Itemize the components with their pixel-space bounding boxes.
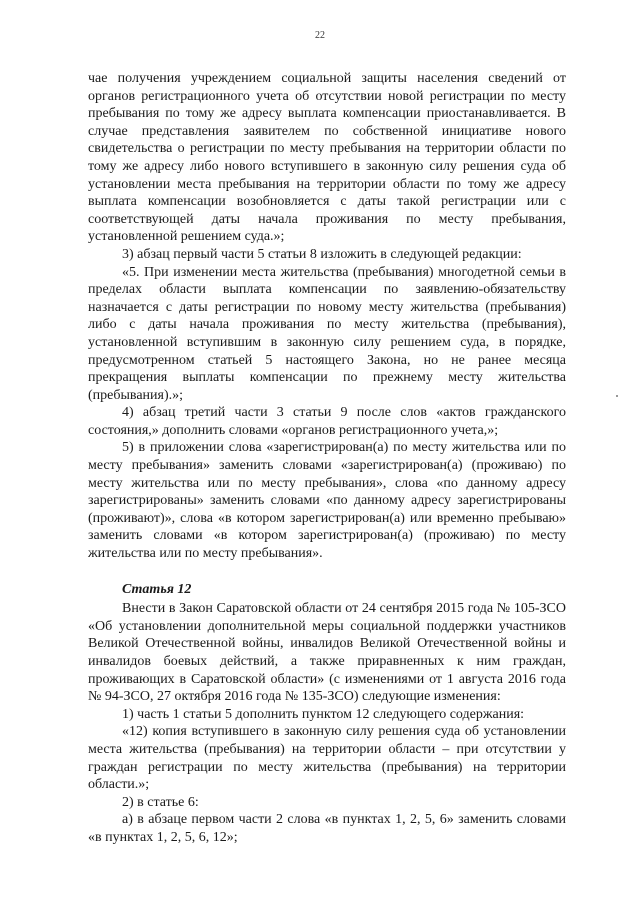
scan-speck (616, 395, 618, 397)
paragraph: а) в абзаце первом части 2 слова «в пунктах 1, 2, 5, 6» заменить словами «в пунктах 1, 2, 5, 6, 12»; (88, 812, 566, 845)
paragraph: 3) абзац первый части 5 статьи 8 изложить в следующей редакции: (122, 246, 522, 262)
paragraph: «5. При изменении места жительства (пребывания) многодетной семьи в пределах области выплата компенсации по заявлению-обязательству назначается с даты регистрации по новому месту жительства (пребывания) либо с даты начала проживания по месту жительства (пребывания), установленной вступившим в законную силу решением суда, в порядке, предусмотренном статьей 5 настоящего Закона, но не ранее месяца прекращения выплаты компенсации по прежнему месту жительства (пребывания).»; (88, 264, 566, 403)
paragraph: «12) копия вступившего в законную силу решения суда об установлении места жительства (пребывания) на территории области – при отсутствии у граждан регистрации по месту жительства (пребывания) на территории области.»; (88, 724, 566, 793)
article-heading: Статья 12 (122, 581, 192, 597)
paragraph: чае получения учреждением социальной защиты населения сведений от органов регистрационного учета об отсутствии новой регистрации по месту пребывания по тому же адресу выплата компенсации приостанавливается. В случае представления заявителем по собственной инициативе нового свидетельства о регистрации по месту пребывания на территории области по тому же адресу либо нового вступившего в законную силу решения суда об установлении места пребывания на территории области по тому же адресу выплата компенсации возобновляется с даты такой регистрации или с соответствующей даты начала проживания по месту пребывания, установленной решением суда.»; (88, 71, 566, 245)
paragraph: 2) в статье 6: (122, 794, 199, 810)
document-body (88, 70, 566, 847)
paragraph: 1) часть 1 статьи 5 дополнить пунктом 12 следующего содержания: (122, 706, 525, 722)
page-number: 22 (315, 30, 325, 41)
paragraph: 5) в приложении слова «зарегистрирован(а) по месту жительства или по месту пребывания» заменить словами «зарегистрирован(а) (проживаю) по месту жительства или по месту пребывания», слова «по данному адресу зарегистрированы» заменить словами «по данному адресу зарегистрированы (проживают)», слова «в котором зарегистрирован(а) или временно пребываю» заменить словами «в котором зарегистрирован(а) (проживаю) по месту жительства или по месту пребывания». (88, 440, 566, 562)
paragraph: Внести в Закон Саратовской области от 24 сентября 2015 года № 105-ЗСО «Об установлении дополнительной меры социальной поддержки участников Великой Отечественной войны, инвалидов Великой Отечественной войны и инвалидов боевых действий, а также приравненных к ним граждан, проживающих в Саратовской области» (с изменениями от 1 августа 2016 года № 94-ЗСО, 27 октября 2016 года № 135-ЗСО) следующие изменения: (88, 601, 566, 705)
paragraph: 4) абзац третий части 3 статьи 9 после слов «актов гражданского состояния,» дополнить словами «органов регистрационного учета,»; (88, 405, 566, 438)
